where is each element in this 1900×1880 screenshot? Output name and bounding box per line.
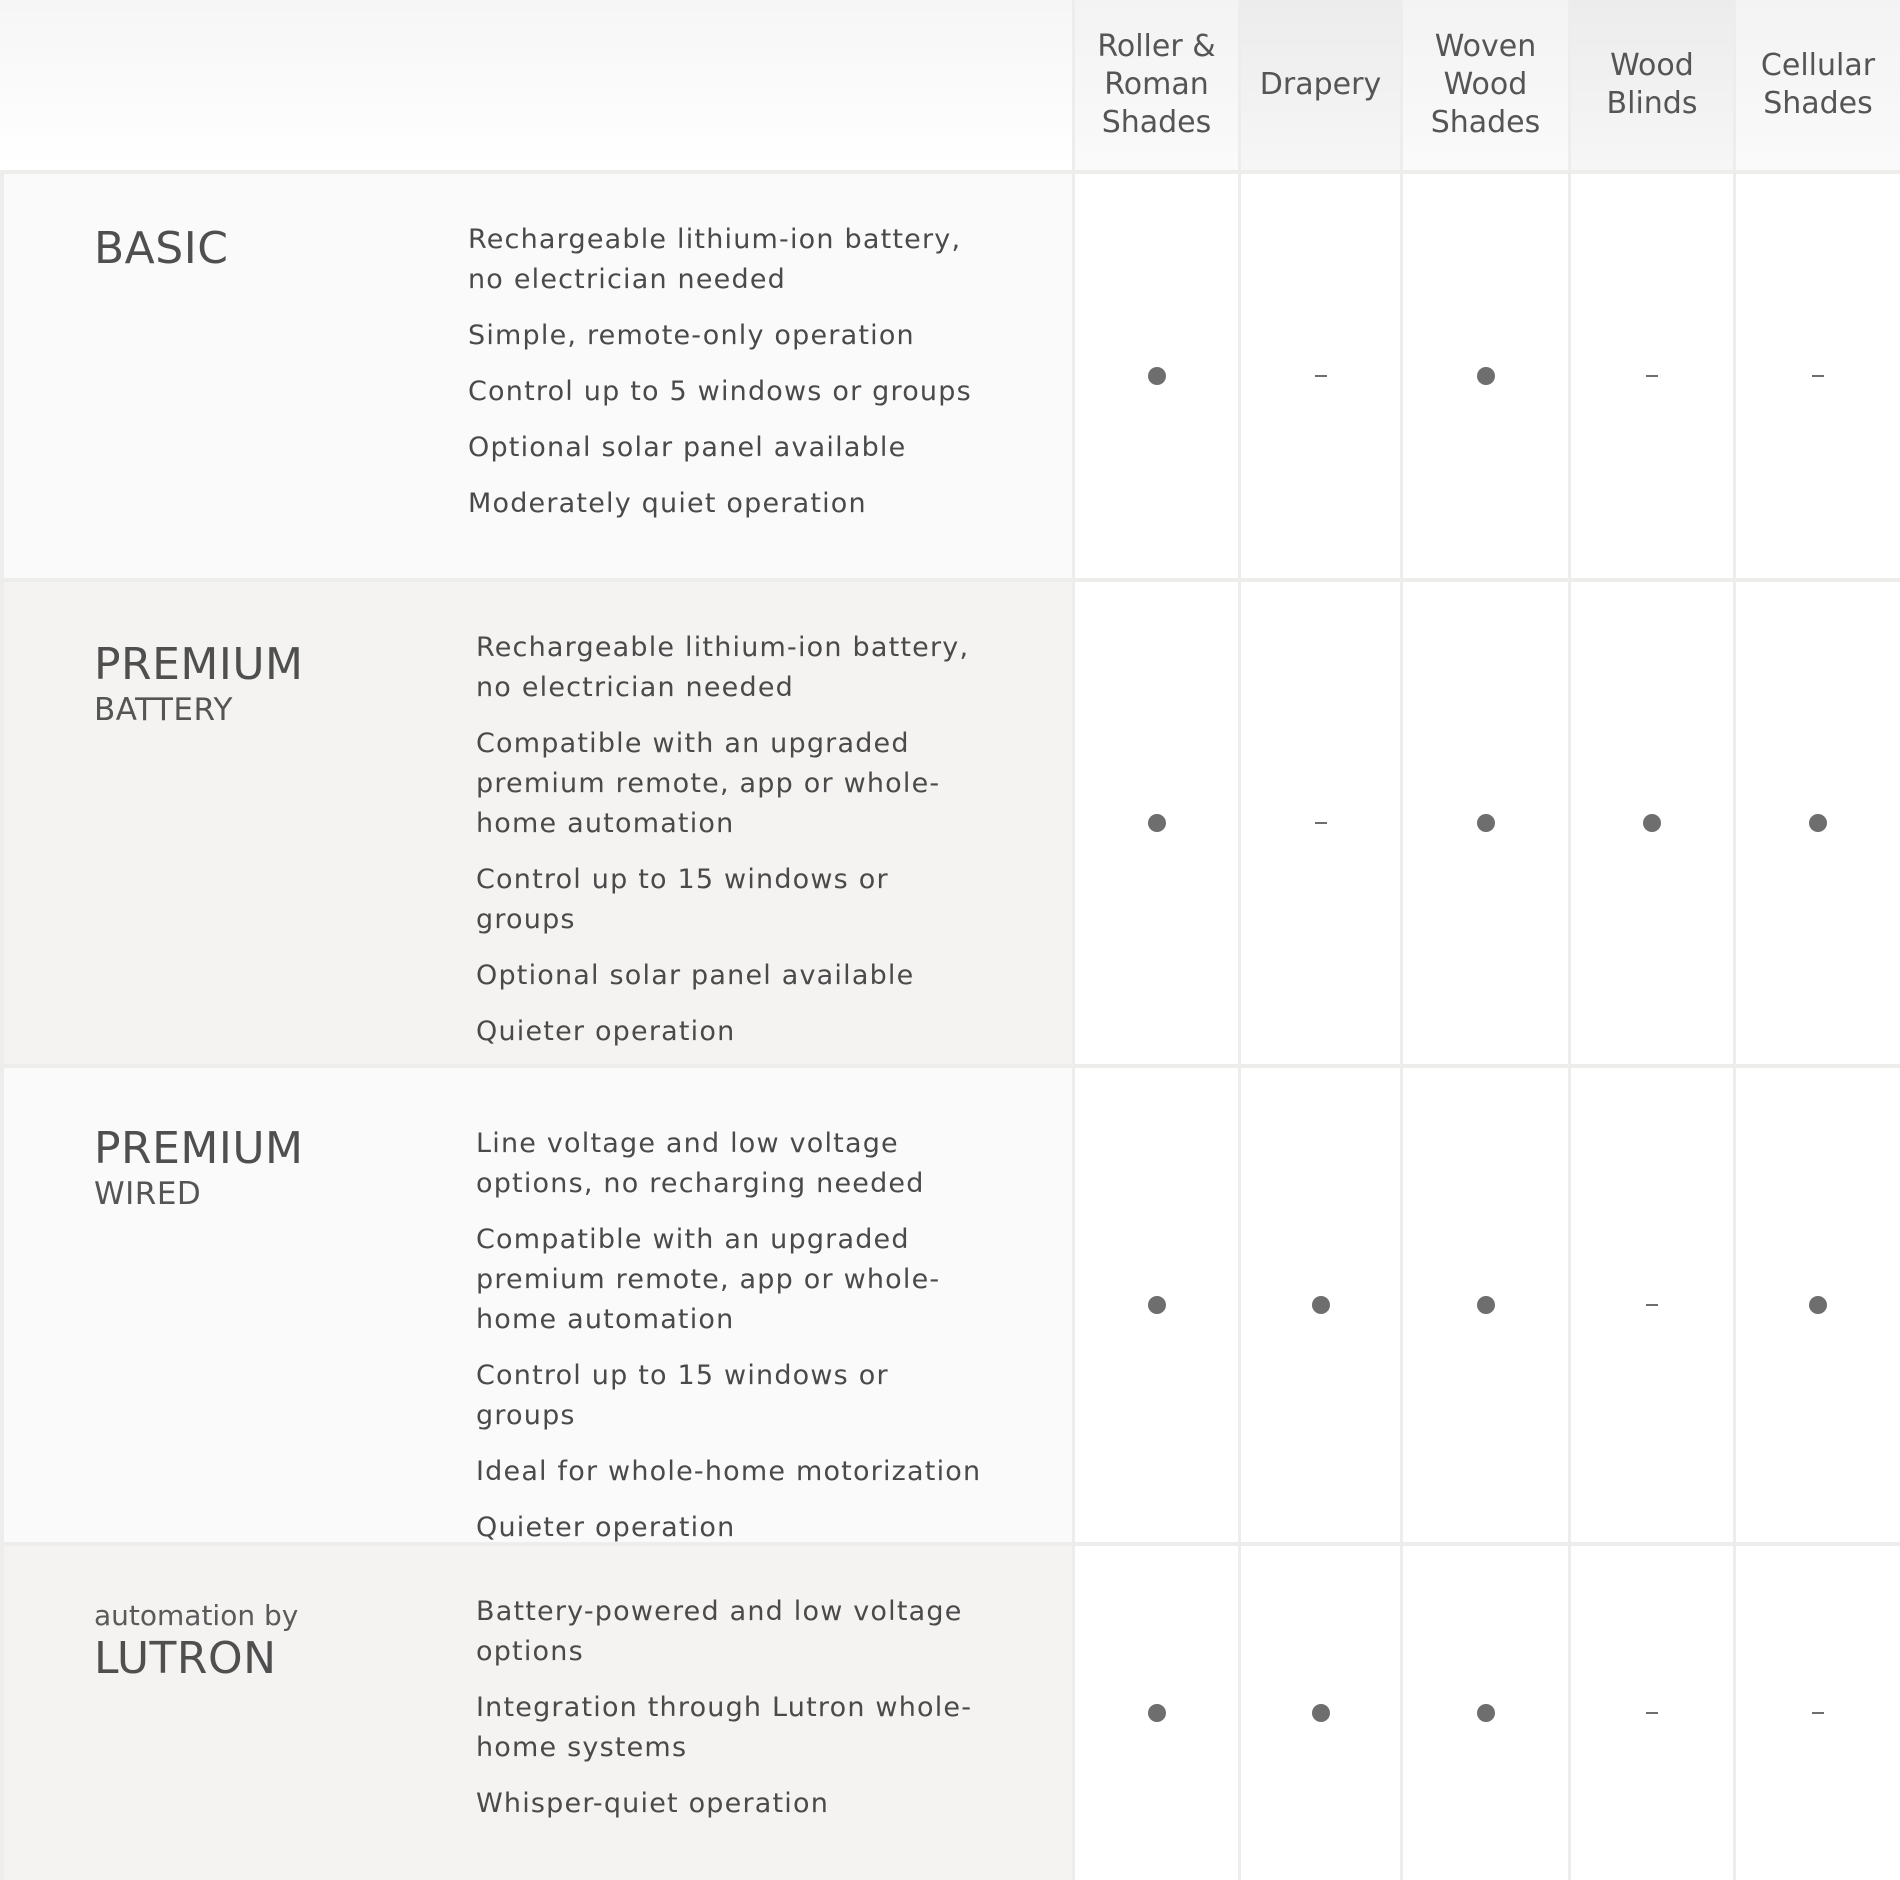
filled-dot-icon (1643, 814, 1661, 832)
feature-item: Optional solar panel available (476, 960, 915, 991)
availability-cell (1241, 582, 1400, 1064)
dash-icon (1812, 1712, 1824, 1714)
filled-dot-icon (1312, 1704, 1330, 1722)
filled-dot-icon (1809, 814, 1827, 832)
availability-cell (1736, 582, 1900, 1064)
tier-name (94, 1124, 304, 1214)
dash-icon (1812, 375, 1824, 377)
availability-cell (1241, 174, 1400, 578)
feature-item: Rechargeable lithium-ion battery, no electrician needed (468, 224, 962, 295)
feature-item: Control up to 5 windows or groups (468, 376, 972, 407)
availability-cell (1075, 1068, 1238, 1542)
availability-cell (1403, 1068, 1568, 1542)
feature-item: Whisper-quiet operation (476, 1788, 830, 1819)
feature-item: Optional solar panel available (468, 432, 907, 463)
filled-dot-icon (1148, 814, 1166, 832)
availability-cell (1571, 582, 1733, 1064)
header-blank-cell (0, 0, 1072, 170)
tier-name (94, 1598, 298, 1684)
availability-cell (1736, 1068, 1900, 1542)
filled-dot-icon (1477, 1704, 1495, 1722)
feature-list (476, 1124, 996, 1564)
column-header-label: Cellular Shades (1760, 48, 1876, 121)
feature-list (476, 1592, 996, 1840)
feature-item: Quieter operation (476, 1016, 736, 1047)
availability-cell (1571, 174, 1733, 578)
feature-item: Compatible with an upgraded premium remote, app or whole-home automation (476, 1224, 941, 1335)
filled-dot-icon (1477, 367, 1495, 385)
dash-icon (1315, 822, 1327, 824)
availability-cell (1403, 582, 1568, 1064)
feature-list (468, 220, 988, 540)
tier-title: BASIC (94, 223, 229, 274)
tier-row (4, 174, 1072, 578)
dash-icon (1646, 375, 1658, 377)
dash-icon (1315, 375, 1327, 377)
filled-dot-icon (1148, 1296, 1166, 1314)
filled-dot-icon (1312, 1296, 1330, 1314)
tier-name (94, 224, 228, 274)
feature-item: Moderately quiet operation (468, 488, 867, 519)
column-header-label: Roller & Roman Shades (1097, 29, 1216, 140)
feature-item: Rechargeable lithium-ion battery, no electrician needed (476, 632, 970, 703)
feature-item: Integration through Lutron whole-home systems (476, 1692, 973, 1763)
availability-cell (1571, 1546, 1733, 1880)
column-header-4 (1571, 0, 1733, 170)
column-header-5 (1736, 0, 1900, 170)
availability-cell (1241, 1546, 1400, 1880)
tier-name (94, 640, 304, 730)
column-header-1 (1075, 0, 1238, 170)
feature-item: Control up to 15 windows or groups (476, 864, 889, 935)
availability-cell (1075, 174, 1238, 578)
tier-row (4, 1546, 1072, 1880)
tier-row (4, 582, 1072, 1064)
availability-cell (1403, 1546, 1568, 1880)
tier-title: LUTRON (94, 1633, 277, 1684)
feature-item: Line voltage and low voltage options, no recharging needed (476, 1128, 925, 1199)
feature-item: Battery-powered and low voltage options (476, 1596, 963, 1667)
filled-dot-icon (1477, 814, 1495, 832)
tier-pretitle: automation by (94, 1599, 299, 1632)
feature-item: Simple, remote-only operation (468, 320, 915, 351)
availability-cell (1736, 174, 1900, 578)
column-header-2 (1241, 0, 1400, 170)
feature-item: Quieter operation (476, 1512, 736, 1543)
feature-list (476, 628, 996, 1068)
availability-cell (1736, 1546, 1900, 1880)
column-header-3 (1403, 0, 1568, 170)
tier-row (4, 1068, 1072, 1542)
availability-cell (1075, 582, 1238, 1064)
feature-item: Compatible with an upgraded premium remote, app or whole-home automation (476, 728, 941, 839)
tier-title: PREMIUM (94, 639, 304, 690)
dash-icon (1646, 1712, 1658, 1714)
filled-dot-icon (1477, 1296, 1495, 1314)
tier-title: PREMIUM (94, 1123, 304, 1174)
availability-cell (1075, 1546, 1238, 1880)
column-header-label: Woven Wood Shades (1430, 29, 1541, 140)
filled-dot-icon (1809, 1296, 1827, 1314)
availability-cell (1403, 174, 1568, 578)
dash-icon (1646, 1304, 1658, 1306)
feature-item: Control up to 15 windows or groups (476, 1360, 889, 1431)
tier-subtitle: BATTERY (94, 692, 233, 728)
availability-cell (1241, 1068, 1400, 1542)
filled-dot-icon (1148, 1704, 1166, 1722)
column-header-label: Wood Blinds (1606, 48, 1698, 121)
filled-dot-icon (1148, 367, 1166, 385)
column-header-label: Drapery (1259, 67, 1382, 102)
feature-item: Ideal for whole-home motorization (476, 1456, 982, 1487)
tier-subtitle: WIRED (94, 1176, 202, 1212)
availability-cell (1571, 1068, 1733, 1542)
